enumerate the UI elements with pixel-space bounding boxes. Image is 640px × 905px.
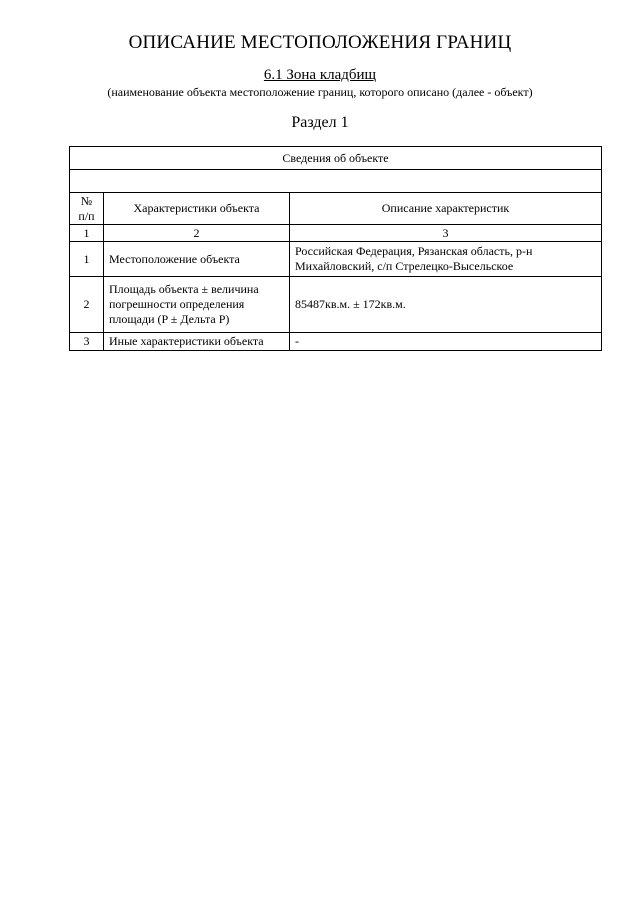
table-empty-row xyxy=(70,170,602,193)
table-row xyxy=(70,242,602,277)
row-num: 3 xyxy=(70,333,104,351)
row-num: 1 xyxy=(70,242,104,277)
row-description: 85487кв.м. ± 172кв.м. xyxy=(290,277,602,333)
table-caption-row xyxy=(70,147,602,170)
row-characteristic-line: погрешности определения xyxy=(109,297,245,311)
header-num-line1: № xyxy=(80,193,93,208)
row-description: - xyxy=(290,333,602,351)
table-empty-cell xyxy=(70,170,602,193)
table-header-row xyxy=(70,193,602,225)
header-num-line2: п/п xyxy=(78,208,95,223)
row-description-line: Российская Федерация, Рязанская область, р-н xyxy=(295,244,533,258)
header-characteristics: Характеристики объекта xyxy=(104,193,290,225)
object-name-text: 6.1 Зона кладбищ xyxy=(263,67,377,83)
column-number-1: 1 xyxy=(70,225,104,242)
document-title: ОПИСАНИЕ МЕСТОПОЛОЖЕНИЯ ГРАНИЦ xyxy=(128,32,512,53)
table-row xyxy=(70,277,602,333)
row-characteristic-line: площади (P ± Дельта P) xyxy=(109,312,230,326)
row-characteristic: Местоположение объекта xyxy=(104,242,290,277)
column-number-3: 3 xyxy=(290,225,602,242)
column-number-2: 2 xyxy=(104,225,290,242)
row-num: 2 xyxy=(70,277,104,333)
object-name xyxy=(0,67,640,84)
object-name-note: (наименование объекта местоположение границ, которого описано (далее - объект) xyxy=(107,85,533,99)
column-numbers-row xyxy=(70,225,602,242)
object-info-table xyxy=(69,146,602,351)
table-caption: Сведения об объекте xyxy=(70,147,602,170)
row-characteristic xyxy=(104,277,290,333)
row-description-line: Михайловский, с/п Стрелецко-Высельское xyxy=(295,259,514,273)
header-num xyxy=(70,193,104,225)
row-characteristic-line: Площадь объекта ± величина xyxy=(109,282,259,296)
header-description: Описание характеристик xyxy=(290,193,602,225)
row-characteristic: Иные характеристики объекта xyxy=(104,333,290,351)
row-description xyxy=(290,242,602,277)
section-heading: Раздел 1 xyxy=(291,114,349,131)
table-row xyxy=(70,333,602,351)
